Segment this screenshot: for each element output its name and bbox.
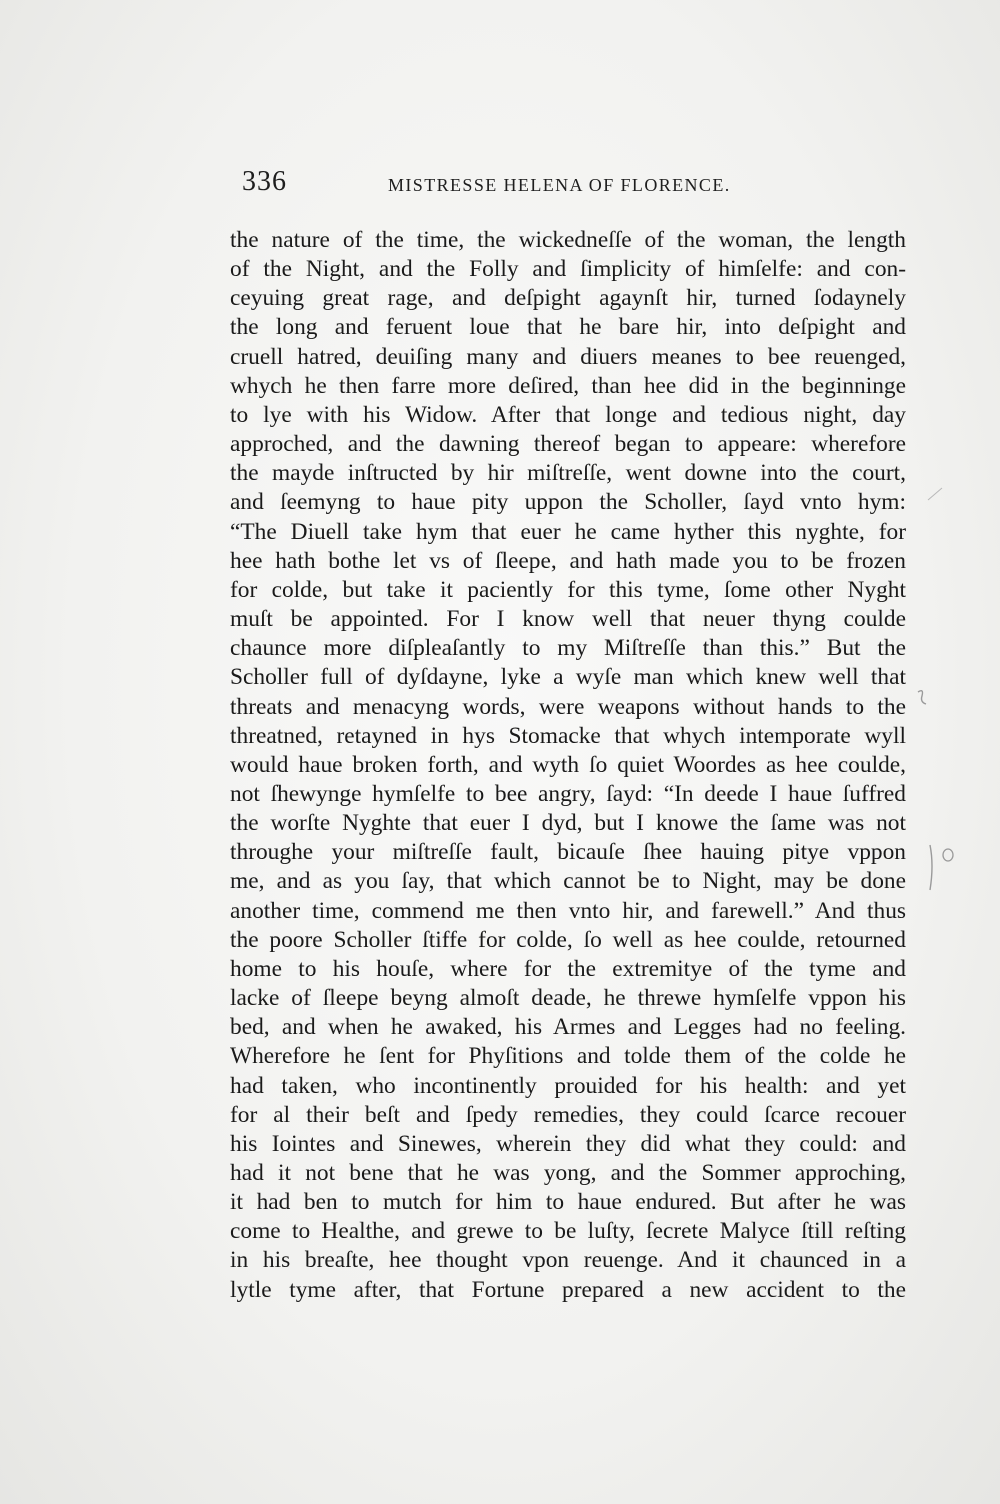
text-line: his Iointes and Sinewes, wherein they did what they could: and — [230, 1130, 906, 1157]
text-line: would haue broken forth, and wyth ſo quiet Woordes as hee coulde, — [230, 751, 906, 778]
pencil-mark-4 — [928, 488, 942, 500]
text-line: cruell hatred, deuiſing many and diuers meanes to bee reuenged, — [230, 343, 906, 370]
text-line: the poore Scholler ſtiffe for colde, ſo well as hee coulde, retourned — [230, 926, 906, 953]
text-line: not ſhewynge hymſelfe to bee angry, ſayd: “In deede I haue ſuffred — [230, 780, 906, 807]
page-number: 336 — [242, 166, 287, 197]
text-line: “The Diuell take hym that euer he came hyther this nyghte, for — [230, 518, 906, 545]
text-line: threats and menacyng words, were weapons without hands to the — [230, 693, 906, 720]
text-line: lytle tyme after, that Fortune prepared a new accident to the — [230, 1276, 906, 1303]
text-line: the mayde inſtructed by hir miſtreſſe, went downe into the court, — [230, 460, 906, 487]
text-line: muſt be appointed. For I know well that neuer thyng coulde — [230, 606, 906, 633]
text-line: the nature of the time, the wickedneſſe of the woman, the length — [230, 227, 906, 253]
text-line: had taken, who incontinently prouided for his health: and yet — [230, 1072, 906, 1099]
text-line: to lye with his Widow. After that longe and tedious night, day — [230, 401, 906, 428]
text-line: the worſte Nyghte that euer I dyd, but I knowe the ſame was not — [230, 810, 906, 837]
running-title: MISTRESSE HELENA OF FLORENCE. — [388, 175, 731, 195]
text-line: approched, and the dawning thereof began to appeare: wherefore — [230, 431, 906, 458]
text-line: had it not bene that he was yong, and the Sommer approching, — [230, 1160, 906, 1186]
page-header — [242, 166, 892, 206]
text-line: another time, commend me then vnto hir, and farewell.” And thus — [230, 897, 906, 924]
text-line: in his breaſte, hee thought vpon reuenge. And it chaunced in a — [230, 1247, 906, 1274]
text-line: lacke of ſleepe beyng almoſt deade, he threwe hymſelfe vppon his — [230, 985, 906, 1012]
text-line: chaunce more diſpleaſantly to my Miſtreſſe than this.” But the — [230, 635, 906, 662]
text-line: hee hath bothe let vs of ſleepe, and hath made you to be frozen — [230, 547, 906, 574]
text-line: Scholler full of dyſdayne, lyke a wyſe man which knew well that — [230, 664, 906, 691]
text-line: it had ben to mutch for him to haue endured. But after he was — [230, 1189, 906, 1216]
text-line: whych he then farre more deſired, than hee did in the beginninge — [230, 372, 906, 399]
pencil-mark-1 — [918, 691, 926, 704]
text-line: bed, and when he awaked, his Armes and Legges had no feeling. — [230, 1014, 906, 1041]
text-line: the long and feruent loue that he bare hir, into deſpight and — [230, 314, 906, 341]
text-line: home to his houſe, where for the extremitye of the tyme and — [230, 955, 906, 982]
text-line: me, and as you ſay, that which cannot be to Night, may be done — [230, 868, 906, 895]
text-line: Wherefore he ſent for Phyſitions and tolde them of the colde he — [230, 1043, 906, 1070]
text-line: come to Healthe, and grewe to be luſty, ſecrete Malyce ſtill reſting — [230, 1218, 906, 1245]
text-line: threatned, retayned in hys Stomacke that whych intemporate wyll — [230, 722, 906, 749]
pencil-mark-2 — [930, 845, 932, 890]
text-line: throughe your miſtreſſe fault, bicauſe ſhee hauing pitye vppon — [230, 839, 906, 866]
text-line: of the Night, and the Folly and ſimplicity of himſelfe: and con- — [230, 256, 906, 283]
text-line: for al their beſt and ſpedy remedies, they could ſcarce recouer — [230, 1101, 906, 1128]
text-line: ceyuing great rage, and deſpight agaynſt hir, turned ſodaynely — [230, 285, 906, 312]
text-line: and ſeemyng to haue pity uppon the Scholler, ſayd vnto hym: — [230, 489, 906, 516]
text-line: for colde, but take it paciently for this tyme, ſome other Nyght — [230, 576, 906, 603]
pencil-mark-3 — [943, 849, 953, 861]
body-text — [230, 226, 910, 1305]
